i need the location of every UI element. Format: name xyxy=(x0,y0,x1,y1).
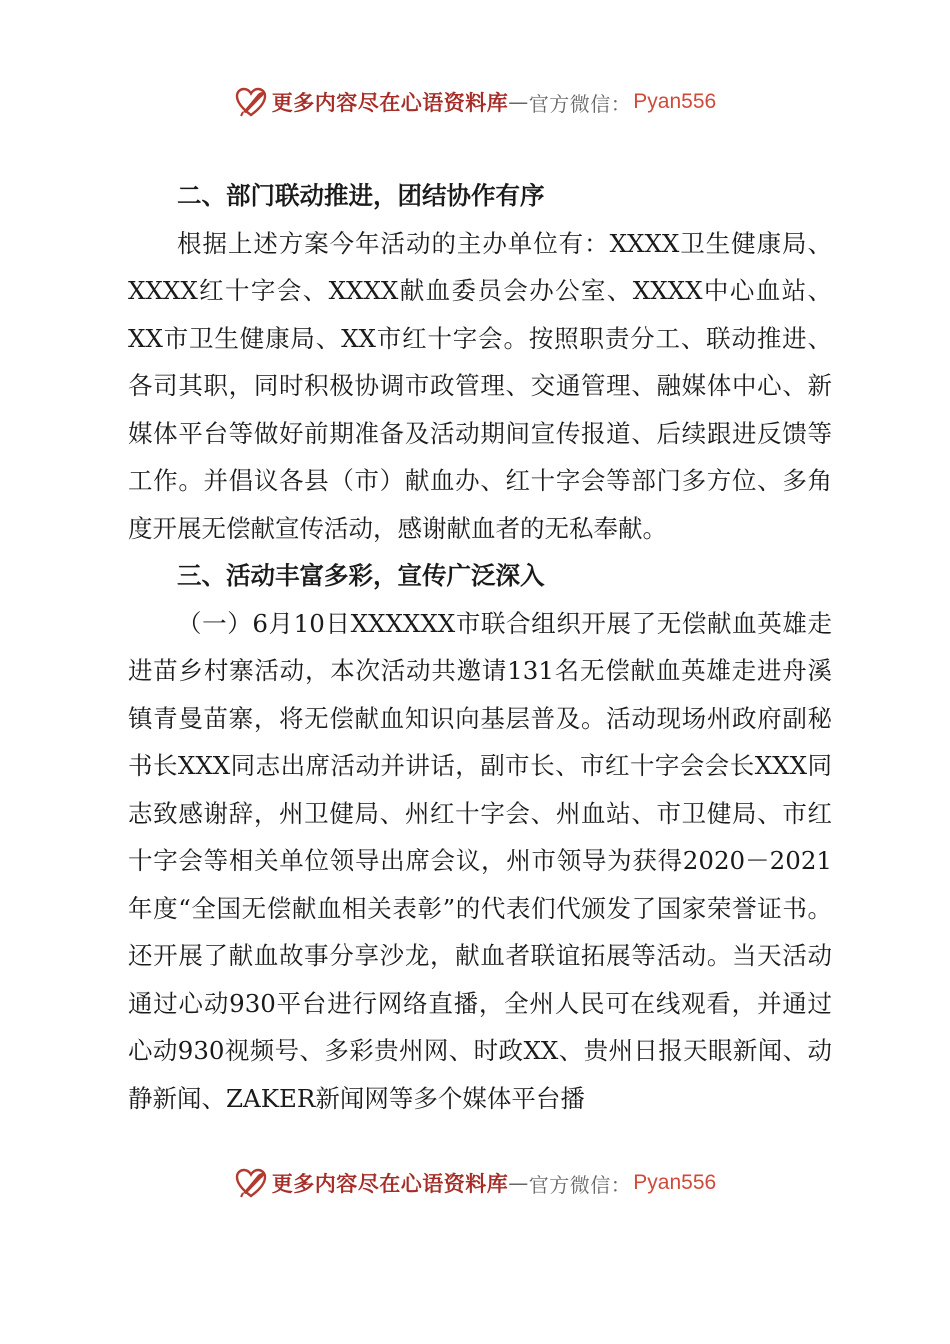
watermark-wechat-id: Pyan556 xyxy=(633,90,717,113)
section-paragraph: 根据上述方案今年活动的主办单位有：XXXX卫生健康局、XXXX红十字会、XXXX献血委员会办公室、XXXX中心血站、XX市卫生健康局、XX市红十字会。按照职责分工、联动推进、各司其职，同时积极协调市政管理、交通管理、融媒体中心、新媒体平台等做好前期准备及活动期间宣传报道、后续跟进反馈等工作。并倡议各县（市）献血办、红十字会等部门多方位、多角度开展无偿献宣传活动，感谢献血者的无私奉献。 xyxy=(128,228,832,543)
watermark-separator: — xyxy=(508,90,529,114)
quill-pen-heart-icon xyxy=(234,85,268,119)
quill-pen-heart-icon xyxy=(234,1166,268,1200)
header-watermark xyxy=(0,82,950,122)
watermark-brand-text: 更多内容尽在心语资料库 xyxy=(271,1172,509,1196)
watermark-wechat-label: 官方微信： xyxy=(528,91,632,116)
section-paragraph: （一）6月10日XXXXXX市联合组织开展了无偿献血英雄走进苗乡村寨活动，本次活动共邀请131名无偿献血英雄走进舟溪镇青曼苗寨，将无偿献血知识向基层普及。活动现场州政府副秘书长XXX同志出席活动并讲话，副市长、市红十字会会长XXX同志致感谢辞，州卫健局、州红十字会、州血站、市卫健局、市红十字会等相关单位领导出席会议，州市领导为获得2020－2021年度“全国无偿献血相关表彰”的代表们代颁发了国家荣誉证书。还开展了献血故事分享沙龙，献血者联谊拓展等活动。当天活动通过心动930平台进行网络直播，全州人民可在线观看，并通过心动930视频号、多彩贵州网、时政XX、贵州日报天眼新闻、动静新闻、ZAKER新闻网等多个媒体平台播 xyxy=(128,608,832,1113)
footer-watermark xyxy=(0,1163,950,1203)
document-body xyxy=(128,172,832,1122)
section-heading: 三、活动丰富多彩，宣传广泛深入 xyxy=(177,561,545,590)
watermark-wechat-id: Pyan556 xyxy=(633,1171,717,1194)
watermark-separator: — xyxy=(508,1171,529,1195)
section-heading: 二、部门联动推进，团结协作有序 xyxy=(177,181,545,210)
watermark-brand-text: 更多内容尽在心语资料库 xyxy=(271,91,509,115)
watermark-wechat-label: 官方微信： xyxy=(528,1172,632,1197)
